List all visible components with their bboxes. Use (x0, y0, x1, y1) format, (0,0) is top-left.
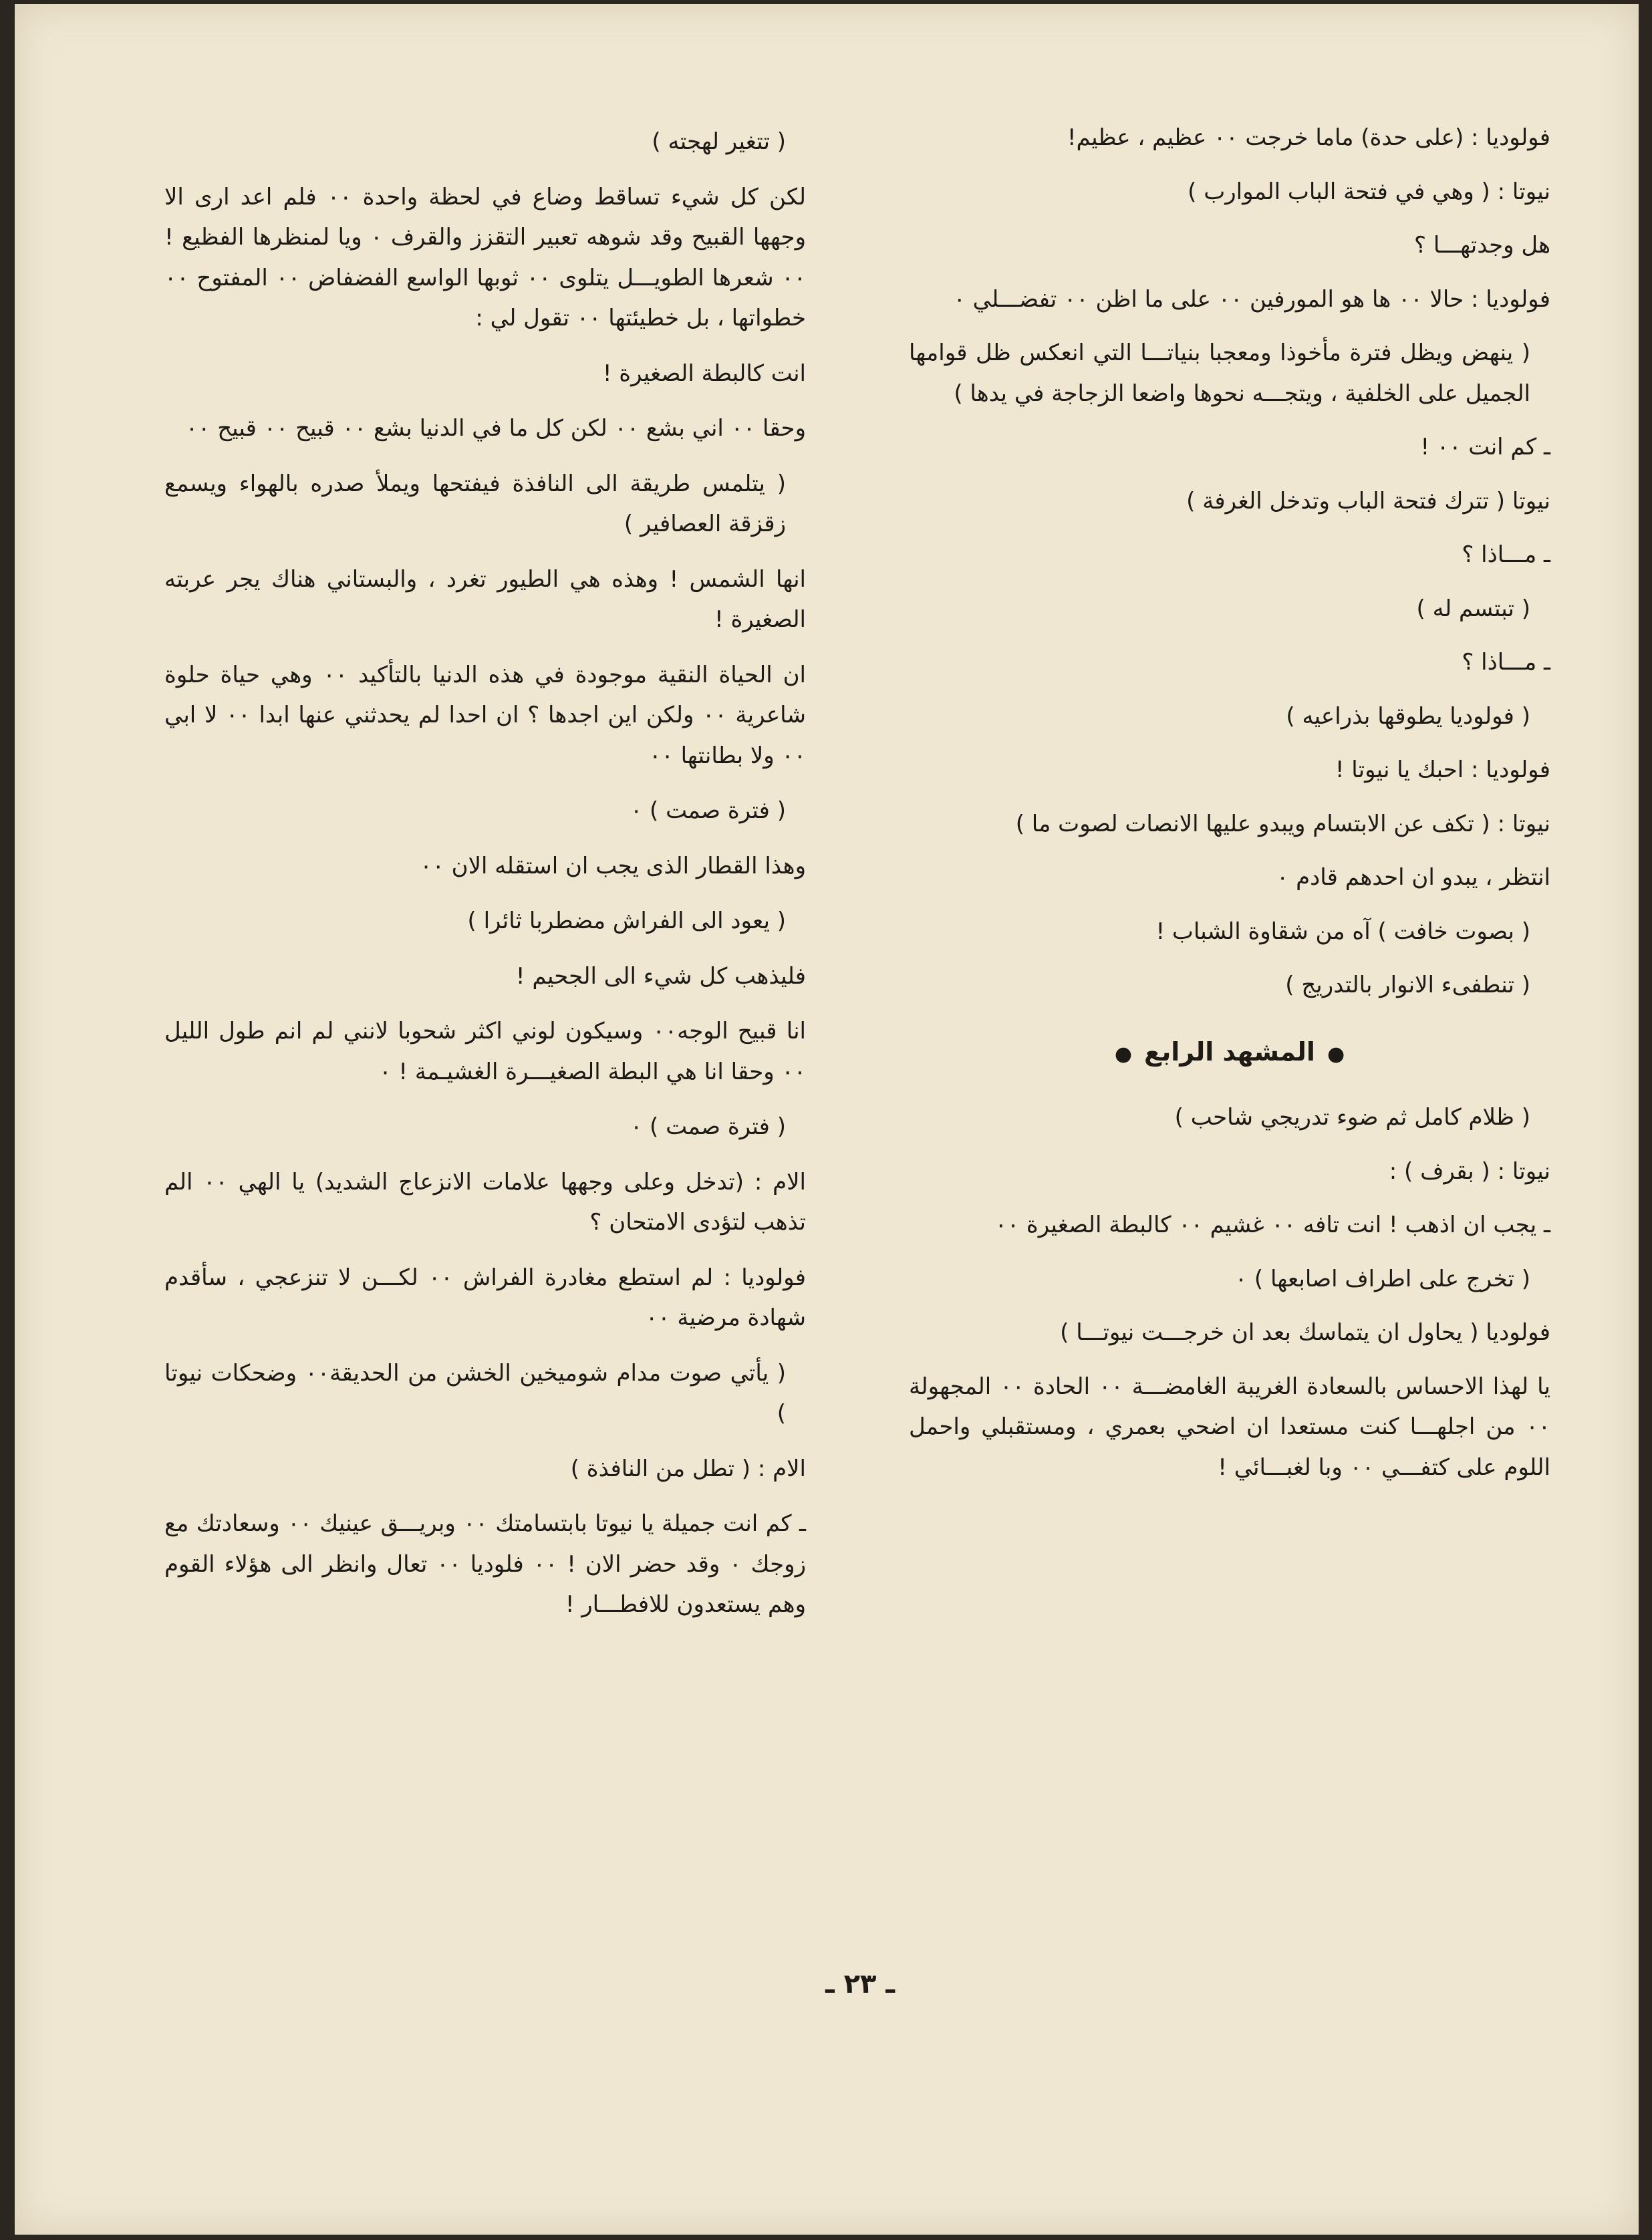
dialogue-line: ان الحياة النقية موجودة في هذه الدنيا بالتأكيد ٠٠ وهي حياة حلوة شاعرية ٠٠ ولكن اين اجدها ؟ ان احدا لم يحدثني عنها ابدا ٠٠ لا ابي ٠٠ ولا بطانتها ٠٠ (164, 661, 806, 769)
dialogue-line: ـ مـــاذا ؟ (1462, 649, 1550, 676)
stage-direction: ( فولوديا يطوقها بذراعيه ) (1286, 702, 1530, 730)
dialogue-line: انا قبيح الوجه٠٠ وسيكون لوني اكثر شحوبا لانني لم انم طول الليل ٠٠ وحقا انا هي البطة الصغيـــرة الغشيـمة ! ٠ (164, 1018, 806, 1085)
stage-direction: ( ينهض ويظل فترة مأخوذا ومعجبا بنياتـــا التي انعكس ظل قوامها الجميل على الخلفية ، ويتجـــه نحوها واضعا الزجاجة في يدها ) (909, 339, 1530, 407)
stage-direction: ( تبتسم له ) (1416, 595, 1530, 622)
dialogue-line: لكن كل شيء تساقط وضاع في لحظة واحدة ٠٠ فلم اعد ارى الا وجهها القبيح وقد شوهه تعبير التقزز والقرف ٠ ويا لمنظرها الفظيع ! ٠٠ شعرها الطويـــل يتلوى ٠٠ ثوبها الواسع الفضفاض ٠٠ المفتوح ٠٠ خطواتها ، بل خطيئتها ٠٠ تقول لي : (164, 183, 807, 332)
dialogue-line: وحقا ٠٠ اني بشع ٠٠ لكن كل ما في الدنيا بشع ٠٠ قبيح ٠٠ قبيح ٠٠ (185, 415, 806, 442)
dialogue-line: فولوديا : لم استطع مغادرة الفراش ٠٠ لكـــن لا تنزعجي ، سأقدم شهادة مرضية ٠٠ (164, 1264, 807, 1332)
dialogue-line: الام : (تدخل وعلى وجهها علامات الانزعاج الشديد) يا الهي ٠٠ الم تذهب لتؤدى الامتحان ؟ (164, 1168, 806, 1236)
dialogue-line: وهذا القطار الذى يجب ان استقله الان ٠٠ (420, 852, 806, 879)
bullet-icon: ● (1114, 1042, 1133, 1066)
right-column (909, 118, 1550, 1502)
bullet-icon: ● (1327, 1042, 1345, 1066)
dialogue-line: فولوديا : (على حدة) ماما خرجت ٠٠ عظيم ، عظيم! (1067, 124, 1550, 151)
stage-direction: ( فترة صمت ) ٠ (630, 797, 786, 825)
dialogue-line: نيوتا : ( تكف عن الابتسام ويبدو عليها الانصات لصوت ما ) (1015, 810, 1550, 837)
left-column (164, 122, 806, 1640)
dialogue-line: فليذهب كل شيء الى الجحيم ! (515, 962, 806, 990)
page-number: ـ ٢٣ ـ (825, 1969, 896, 1999)
dialogue-line: ـ مـــاذا ؟ (1462, 541, 1550, 569)
dialogue-line: انت كالبطة الصغيرة ! (602, 360, 806, 387)
stage-direction: ( تخرج على اطراف اصابعها ) ٠ (1234, 1265, 1530, 1292)
dialogue-line: هل وجدتهـــا ؟ (1414, 232, 1550, 259)
stage-direction: ( يتلمس طريقة الى النافذة فيفتحها ويملأ صدره بالهواء ويسمع زقزقة العصافير ) (164, 470, 786, 538)
dialogue-line: ـ كم انت جميلة يا نيوتا بابتسامتك ٠٠ وبريـــق عينيك ٠٠ وسعادتك مع زوجك ٠ وقد حضر الان ! ٠٠ فلوديا ٠٠ تعال وانظر الى هؤلاء القوم وهم يستعدون للافطـــار ! (164, 1510, 806, 1619)
stage-direction: ( بصوت خافت ) آه من شقاوة الشباب ! (1155, 918, 1530, 945)
stage-direction: ( ظلام كامل ثم ضوء تدريجي شاحب ) (1174, 1104, 1530, 1131)
dialogue-line: الام : ( تطل من النافذة ) (570, 1455, 806, 1482)
scene-heading (909, 1030, 1550, 1075)
stage-direction: ( يعود الى الفراش مضطربا ثائرا ) (467, 907, 786, 935)
dialogue-line: ـ كم انت ٠٠ ! (1420, 434, 1550, 461)
dialogue-line: نيوتا : ( بقرف ) : (1389, 1157, 1550, 1185)
dialogue-line: نيوتا : ( وهي في فتحة الباب الموارب ) (1188, 178, 1550, 205)
magazine-page (15, 4, 1639, 2235)
scene-title: المشهد الرابع (1144, 1036, 1315, 1067)
stage-direction: ( تنطفىء الانوار بالتدريج ) (1285, 972, 1530, 999)
dialogue-line: فولوديا : حالا ٠٠ ها هو المورفين ٠٠ على ما اظن ٠٠ تفضـــلي ٠ (953, 285, 1550, 313)
dialogue-line: فولوديا : احبك يا نيوتا ! (1335, 756, 1550, 784)
dialogue-line: نيوتا ( تترك فتحة الباب وتدخل الغرفة ) (1186, 487, 1550, 515)
stage-direction: ( تتغير لهجته ) (652, 128, 786, 155)
dialogue-line: يا لهذا الاحساس بالسعادة الغريبة الغامضـــة ٠٠ الحادة ٠٠ المجهولة ٠٠ من اجلهـــا كنت مستعدا ان اضحي بعمري ، ومستقبلي واحمل اللوم على كتفـــي ٠٠ وبا لغبـــائي ! (909, 1373, 1550, 1481)
dialogue-line: انها الشمس ! وهذه هي الطيور تغرد ، والبستاني هناك يجر عربته الصغيرة ! (164, 565, 806, 634)
dialogue-line: انتظر ، يبدو ان احدهم قادم ٠ (1276, 864, 1550, 891)
dialogue-line: فولوديا ( يحاول ان يتماسك بعد ان خرجـــت نيوتـــا ) (1060, 1319, 1550, 1347)
stage-direction: ( يأتي صوت مدام شوميخين الخشن من الحديقة٠٠ وضحكات نيوتا ) (164, 1359, 787, 1427)
stage-direction: ( فترة صمت ) ٠ (630, 1113, 786, 1141)
dialogue-line: ـ يجب ان اذهب ! انت تافه ٠٠ غشيم ٠٠ كالبطة الصغيرة ٠٠ (994, 1212, 1550, 1239)
